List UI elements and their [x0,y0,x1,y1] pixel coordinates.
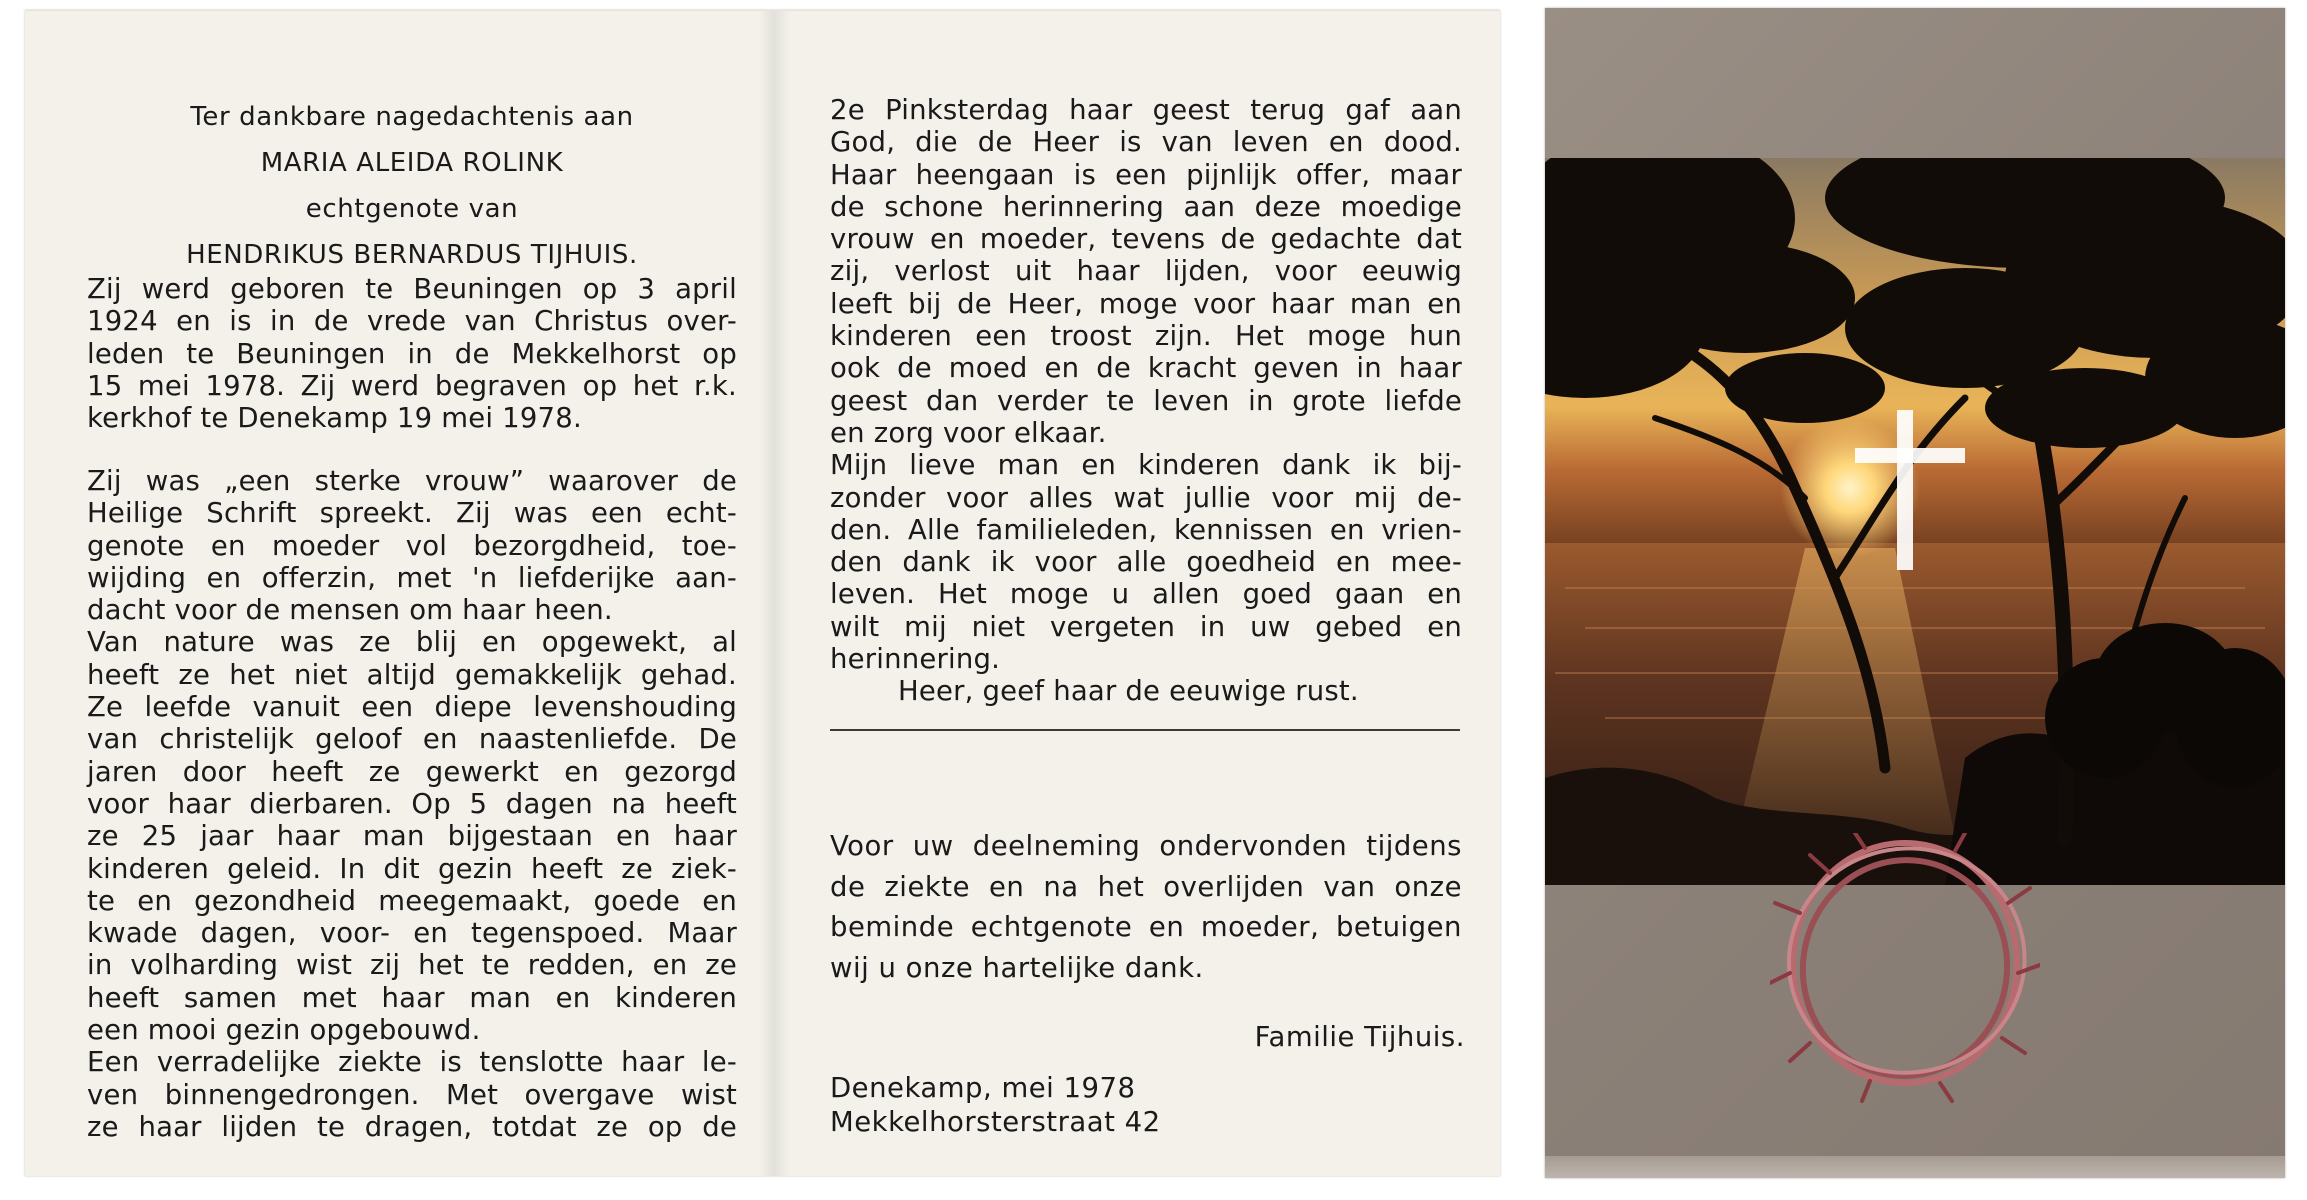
cross-shape [1855,410,1965,570]
text-line: ze 25 jaar haar man bijgestaan en haar [87,820,737,853]
text-line: wilt mij niet vergeten in uw gebed en [830,610,1462,643]
spouse-name: HENDRIKUS BERNARDUS TIJHUIS. [186,240,638,270]
spouse-relation: echtgenote van [305,194,519,224]
place-date: Denekamp, mei 1978 [830,1072,1136,1104]
thanks-paragraph [830,826,1462,988]
text-line: en zorg voor elkaar. [830,416,1107,449]
farewell-paragraph [830,94,1462,708]
text-line: Ze leefde vanuit een diepe levenshouding [87,691,737,724]
text-line: te en gezondheid meegemaakt, goede en [87,884,737,917]
text-line: zonder voor alles wat jullie voor mij de- [830,481,1462,514]
text-line: wijding en offerzin, met 'n liefderijke aan- [87,561,737,594]
text-line: den dank ik voor alle goedheid en mee- [830,546,1462,579]
text-line: in volharding wist zij het te redden, en ze [87,949,737,982]
text-line: beminde echtgenote en moeder, betuigen [830,911,1462,943]
family-signature: Familie Tijhuis. [1254,1021,1465,1053]
text-line: kerkhof te Denekamp 19 mei 1978. [87,402,582,435]
text-line: ven binnengedrongen. Met overgave wist [87,1078,737,1111]
text-line: leeft bij de Heer, moge voor haar man en [830,287,1462,320]
text-line: 15 mei 1978. Zij werd begraven op het r.k. [87,369,737,402]
text-line: heeft samen met haar man en kinderen [87,981,737,1014]
text-line: leden te Beuningen in de Mekkelhorst op [87,337,737,370]
text-line: dacht voor de mensen om haar heen. [87,594,613,627]
divider-rule [830,729,1460,731]
middle-panel [830,11,1475,1176]
text-line: ze haar lijden te dragen, totdat ze op de [87,1110,737,1143]
text-line: kwade dagen, voor- en tegenspoed. Maar [87,917,737,950]
text-line: Een verradelijke ziekte is tenslotte haar le- [87,1046,737,1079]
text-line: 2e Pinksterdag haar geest terug gaf aan [830,94,1462,126]
text-line: Mijn lieve man en kinderen dank ik bij- [830,449,1462,482]
card-edge [1545,1156,2285,1178]
text-line: geest dan verder te leven in grote liefde [830,384,1462,417]
life-paragraph [87,465,737,1143]
memorial-card-front [1545,8,2285,1178]
text-line: Van nature was ze blij en opgewekt, al [87,626,737,659]
text-line: Zij werd geboren te Beuningen op 3 april [87,273,737,305]
text-line: 1924 en is in de vrede van Christus over- [87,305,737,338]
text-line: heeft ze het niet altijd gemakkelijk gehad. [87,658,737,691]
card-fold [760,11,790,1176]
place-date-block [830,1071,1161,1139]
text-line: kinderen geleid. In dit gezin heeft ze ziek- [87,852,737,885]
cross-icon [1855,410,1965,574]
text-line: zij, verlost uit haar lijden, voor eeuwig [830,255,1462,288]
dedication-heading [87,94,737,278]
text-line: vrouw en moeder, tevens de gedachte dat [830,223,1462,256]
text-line: een mooi gezin opgebouwd. [87,1014,481,1047]
crown-of-thorns-icon [1770,833,2040,1107]
text-line: Zij was „een sterke vrouw” waarover de [87,465,737,497]
text-line: ook de moed en de kracht geven in haar [830,352,1462,385]
birth-death-paragraph [87,273,737,434]
deceased-name: MARIA ALEIDA ROLINK [260,148,564,178]
address: Mekkelhorsterstraat 42 [830,1106,1161,1138]
memorial-card-inside [25,10,1500,1176]
text-line: jaren door heeft ze gewerkt en gezorgd [87,755,737,788]
text-line: Haar heengaan is een pijnlijk offer, maar [830,158,1462,191]
text-line: kinderen een troost zijn. Het moge hun [830,320,1462,353]
text-line: voor haar dierbaren. Op 5 dagen na heeft [87,787,737,820]
text-line: de schone herinnering aan deze moedige [830,190,1462,223]
crown-shape [1770,833,2040,1103]
text-line: den. Alle familieleden, kennissen en vrien- [830,513,1462,546]
text-line: Voor uw deelneming ondervonden tijdens [830,830,1462,862]
dedication-line: Ter dankbare nagedachtenis aan [190,102,634,132]
text-line: van christelijk geloof en naastenliefde. De [87,723,737,756]
left-panel [87,11,737,1176]
text-line: leven. Het moge u allen goed gaan en [830,578,1462,611]
text-line: wij u onze hartelijke dank. [830,951,1204,984]
text-line: genote en moeder vol bezorgdheid, toe- [87,529,737,562]
text-line: herinnering. [830,643,1001,676]
text-line: Heilige Schrift spreekt. Zij was een echt- [87,497,737,530]
text-line: God, die de Heer is van leven en dood. [830,126,1462,159]
text-line: de ziekte en na het overlijden van onze [830,870,1462,903]
prayer-line: Heer, geef haar de eeuwige rust. [898,675,1359,708]
